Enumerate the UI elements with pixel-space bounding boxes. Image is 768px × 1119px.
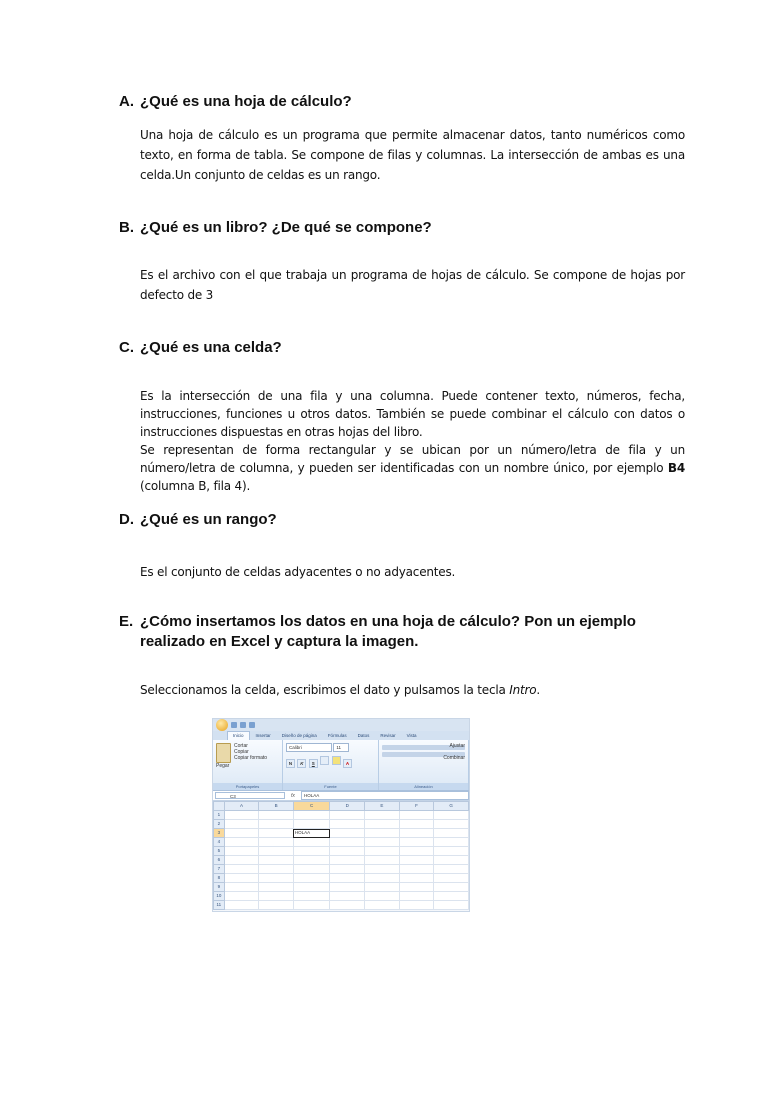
paste-icon [216, 743, 231, 763]
question-text: ¿Qué es una celda? [140, 339, 282, 356]
clipboard-group-label: Portapapeles [213, 783, 282, 790]
row-header[interactable]: 5 [214, 847, 225, 856]
ribbon [213, 740, 469, 791]
tab-insertar[interactable]: Insertar [255, 733, 271, 738]
question-c [119, 338, 700, 358]
question-letter: C. [119, 339, 134, 356]
worksheet-cell[interactable] [293, 901, 330, 910]
row-header[interactable]: 2 [214, 820, 225, 829]
worksheet-cell[interactable] [224, 847, 259, 856]
worksheet-cell[interactable] [365, 820, 400, 829]
formula-bar [213, 791, 469, 801]
answer-text: Seleccionamos la celda, escribimos el dato y pulsamos la tecla [140, 683, 510, 697]
excel-screenshot [212, 718, 470, 912]
question-letter: B. [119, 219, 134, 236]
worksheet-cell[interactable] [293, 874, 330, 883]
worksheet-cell[interactable] [224, 838, 259, 847]
worksheet-cell[interactable] [365, 874, 400, 883]
worksheet-cell[interactable] [434, 811, 469, 820]
column-header[interactable]: E [365, 802, 400, 811]
copy-button[interactable]: Copiar [234, 749, 249, 755]
worksheet-cell[interactable] [399, 874, 434, 883]
alignment-group-label: Alineación [379, 783, 468, 790]
row-header[interactable]: 10 [214, 892, 225, 901]
row-header[interactable]: 9 [214, 883, 225, 892]
worksheet-cell[interactable] [434, 847, 469, 856]
worksheet-cell[interactable] [293, 856, 330, 865]
worksheet-cell[interactable] [224, 820, 259, 829]
question-letter: D. [119, 511, 134, 528]
worksheet-cell[interactable] [224, 901, 259, 910]
fill-color-icon[interactable] [332, 756, 341, 765]
question-letter: E. [119, 613, 134, 630]
row-header[interactable]: 4 [214, 838, 225, 847]
worksheet-cell[interactable] [399, 847, 434, 856]
tab-diseno-pagina[interactable]: Diseño de página [281, 733, 317, 738]
worksheet-cell[interactable] [434, 874, 469, 883]
worksheet-cell[interactable] [224, 874, 259, 883]
worksheet-cell[interactable] [293, 865, 330, 874]
office-button-icon[interactable] [216, 719, 228, 731]
worksheet-cell[interactable] [259, 811, 294, 820]
row-header[interactable]: 8 [214, 874, 225, 883]
undo-icon[interactable] [240, 722, 246, 728]
worksheet-cell[interactable] [434, 865, 469, 874]
worksheet-cell[interactable] [434, 892, 469, 901]
worksheet-cell[interactable] [224, 865, 259, 874]
worksheet-cell[interactable] [365, 847, 400, 856]
worksheet-cell[interactable] [365, 901, 400, 910]
tab-vista[interactable]: Vista [406, 733, 417, 738]
worksheet-cell[interactable] [330, 892, 365, 901]
worksheet-cell[interactable] [399, 883, 434, 892]
worksheet-cell[interactable] [399, 811, 434, 820]
worksheet-cell[interactable] [259, 874, 294, 883]
font-group-label: Fuente [283, 783, 378, 790]
bold-button[interactable]: N [286, 759, 295, 768]
worksheet-cell[interactable] [293, 847, 330, 856]
worksheet-cell[interactable] [224, 883, 259, 892]
row-header[interactable]: 3 [214, 829, 225, 838]
question-a [119, 92, 700, 112]
answer-text: Se representan de forma rectangular y se ubican por un número/letra de fila y un número/letra de columna, y pueden ser identificadas con un nombre único, por ejemplo [140, 443, 685, 475]
answer-text: (columna B, fila 4). [140, 479, 251, 493]
answer-text: . [536, 683, 541, 697]
worksheet-cell[interactable] [399, 892, 434, 901]
worksheet-cell[interactable] [259, 892, 294, 901]
worksheet-cell[interactable] [330, 838, 365, 847]
worksheet-cell[interactable] [259, 847, 294, 856]
worksheet-cell[interactable] [293, 883, 330, 892]
question-text: ¿Qué es un libro? ¿De qué se compone? [140, 219, 432, 236]
row-header[interactable]: 7 [214, 865, 225, 874]
worksheet-cell[interactable] [365, 838, 400, 847]
tab-formulas[interactable]: Fórmulas [327, 733, 347, 738]
worksheet-cell[interactable] [434, 838, 469, 847]
row-header[interactable]: 6 [214, 856, 225, 865]
worksheet-row [214, 838, 469, 847]
excel-titlebar [213, 719, 469, 731]
worksheet-cell[interactable] [399, 865, 434, 874]
worksheet-cell[interactable] [330, 865, 365, 874]
column-header[interactable]: A [224, 802, 259, 811]
column-header[interactable]: G [434, 802, 469, 811]
select-all-corner[interactable] [214, 802, 225, 811]
active-cell[interactable]: HOLAA [293, 829, 330, 838]
wrap-text-button[interactable]: Ajustar [449, 743, 465, 749]
question-text: ¿Qué es un rango? [140, 511, 277, 528]
worksheet-row [214, 883, 469, 892]
worksheet-cell[interactable] [330, 901, 365, 910]
font-name-select[interactable]: Calibri [286, 743, 332, 752]
worksheet-cell[interactable] [365, 883, 400, 892]
worksheet-cell[interactable] [365, 856, 400, 865]
formula-input[interactable]: HOLAA [301, 791, 469, 800]
worksheet-cell[interactable] [330, 847, 365, 856]
column-header[interactable]: F [399, 802, 434, 811]
tab-inicio[interactable]: Inicio [227, 731, 250, 740]
worksheet-cell[interactable] [365, 865, 400, 874]
worksheet-cell[interactable] [293, 892, 330, 901]
worksheet-cell[interactable] [330, 829, 365, 838]
fx-icon[interactable]: fx [291, 792, 295, 799]
cut-button[interactable]: Cortar [234, 743, 248, 749]
question-letter: A. [119, 93, 134, 110]
tab-revisar[interactable]: Revisar [380, 733, 396, 738]
worksheet-cell[interactable] [399, 856, 434, 865]
paste-label: Pegar [216, 763, 230, 769]
answer-d: Es el conjunto de celdas adyacentes o no adyacentes. [140, 565, 456, 579]
key-name: Intro [509, 683, 537, 697]
column-header-row [214, 802, 469, 811]
worksheet-cell[interactable] [399, 820, 434, 829]
worksheet-cell[interactable] [434, 829, 469, 838]
worksheet-cell[interactable] [293, 811, 330, 820]
clipboard-group [213, 740, 283, 790]
worksheet-cell[interactable] [224, 856, 259, 865]
tab-datos[interactable]: Datos [357, 733, 370, 738]
worksheet-row [214, 820, 469, 829]
worksheet-row [214, 829, 469, 838]
worksheet-cell[interactable] [259, 883, 294, 892]
worksheet-cell[interactable] [259, 820, 294, 829]
question-d [119, 510, 700, 530]
answer-b: Es el archivo con el que trabaja un programa de hojas de cálculo. Se compone de hojas por defecto de 3 [140, 268, 685, 302]
borders-icon[interactable] [320, 756, 329, 765]
question-e [119, 612, 700, 652]
worksheet-cell[interactable] [224, 829, 259, 838]
worksheet-cell[interactable] [293, 820, 330, 829]
worksheet-cell[interactable] [259, 829, 294, 838]
worksheet-row [214, 892, 469, 901]
worksheet-row [214, 847, 469, 856]
worksheet-cell[interactable] [365, 811, 400, 820]
format-painter-button[interactable]: Copiar formato [234, 755, 268, 761]
worksheet-cell[interactable] [224, 811, 259, 820]
worksheet-cell[interactable] [259, 865, 294, 874]
worksheet-cell[interactable] [330, 811, 365, 820]
worksheet-cell[interactable] [259, 838, 294, 847]
name-box[interactable]: C3 [215, 792, 285, 799]
paste-button[interactable] [216, 743, 231, 769]
worksheet-row [214, 874, 469, 883]
worksheet-grid[interactable] [213, 801, 469, 910]
font-size-select[interactable]: 11 [333, 743, 349, 752]
worksheet-cell[interactable] [330, 856, 365, 865]
save-icon[interactable] [231, 722, 237, 728]
font-group [283, 740, 379, 790]
answer-c-paragraph-2 [140, 441, 685, 495]
worksheet-cell[interactable] [293, 838, 330, 847]
alignment-group [379, 740, 469, 790]
answer-a: Una hoja de cálculo es un programa que permite almacenar datos, tanto numéricos como texto, en forma de tabla. Se compone de filas y columnas. La intersección de ambas es una celda.Un conjunto de celdas es un rango. [140, 128, 685, 182]
worksheet-cell[interactable] [259, 856, 294, 865]
worksheet-cell[interactable] [434, 820, 469, 829]
question-text: ¿Cómo insertamos los datos en una hoja de cálculo? Pon un ejemplo realizado en Excel y captura la imagen. [140, 613, 636, 650]
cell-reference-example: B4 [667, 461, 685, 475]
worksheet-row [214, 865, 469, 874]
worksheet-cell[interactable] [365, 892, 400, 901]
ribbon-tabs [213, 731, 469, 740]
worksheet-cell[interactable] [330, 883, 365, 892]
italic-button[interactable]: K [297, 759, 306, 768]
row-header[interactable]: 11 [214, 901, 225, 910]
worksheet-cell[interactable] [330, 874, 365, 883]
redo-icon[interactable] [249, 722, 255, 728]
column-header[interactable]: D [330, 802, 365, 811]
worksheet-row [214, 811, 469, 820]
worksheet-cell[interactable] [330, 820, 365, 829]
worksheet-row [214, 856, 469, 865]
question-text: ¿Qué es una hoja de cálculo? [140, 93, 352, 110]
worksheet-cell[interactable] [434, 856, 469, 865]
worksheet-cell[interactable] [399, 829, 434, 838]
row-header[interactable]: 1 [214, 811, 225, 820]
column-header[interactable]: B [259, 802, 294, 811]
question-b [119, 218, 700, 238]
worksheet-cell[interactable] [399, 901, 434, 910]
answer-c-paragraph-1: Es la intersección de una fila y una columna. Puede contener texto, números, fecha, instrucciones, funciones u otros datos. También se puede combinar el cálculo con datos o instrucciones dispuestas en otras hojas del libro. [140, 389, 685, 439]
underline-button[interactable]: S [309, 759, 318, 768]
merge-button[interactable]: Combinar [443, 755, 465, 761]
column-header[interactable]: C [293, 802, 330, 811]
worksheet-cell[interactable] [224, 892, 259, 901]
worksheet-cell[interactable] [434, 901, 469, 910]
worksheet-cell[interactable] [434, 883, 469, 892]
worksheet-cell[interactable] [365, 829, 400, 838]
worksheet-cell[interactable] [399, 838, 434, 847]
worksheet-cell[interactable] [259, 901, 294, 910]
answer-e [140, 680, 685, 700]
worksheet-row [214, 901, 469, 910]
font-color-icon[interactable]: A [343, 759, 352, 768]
